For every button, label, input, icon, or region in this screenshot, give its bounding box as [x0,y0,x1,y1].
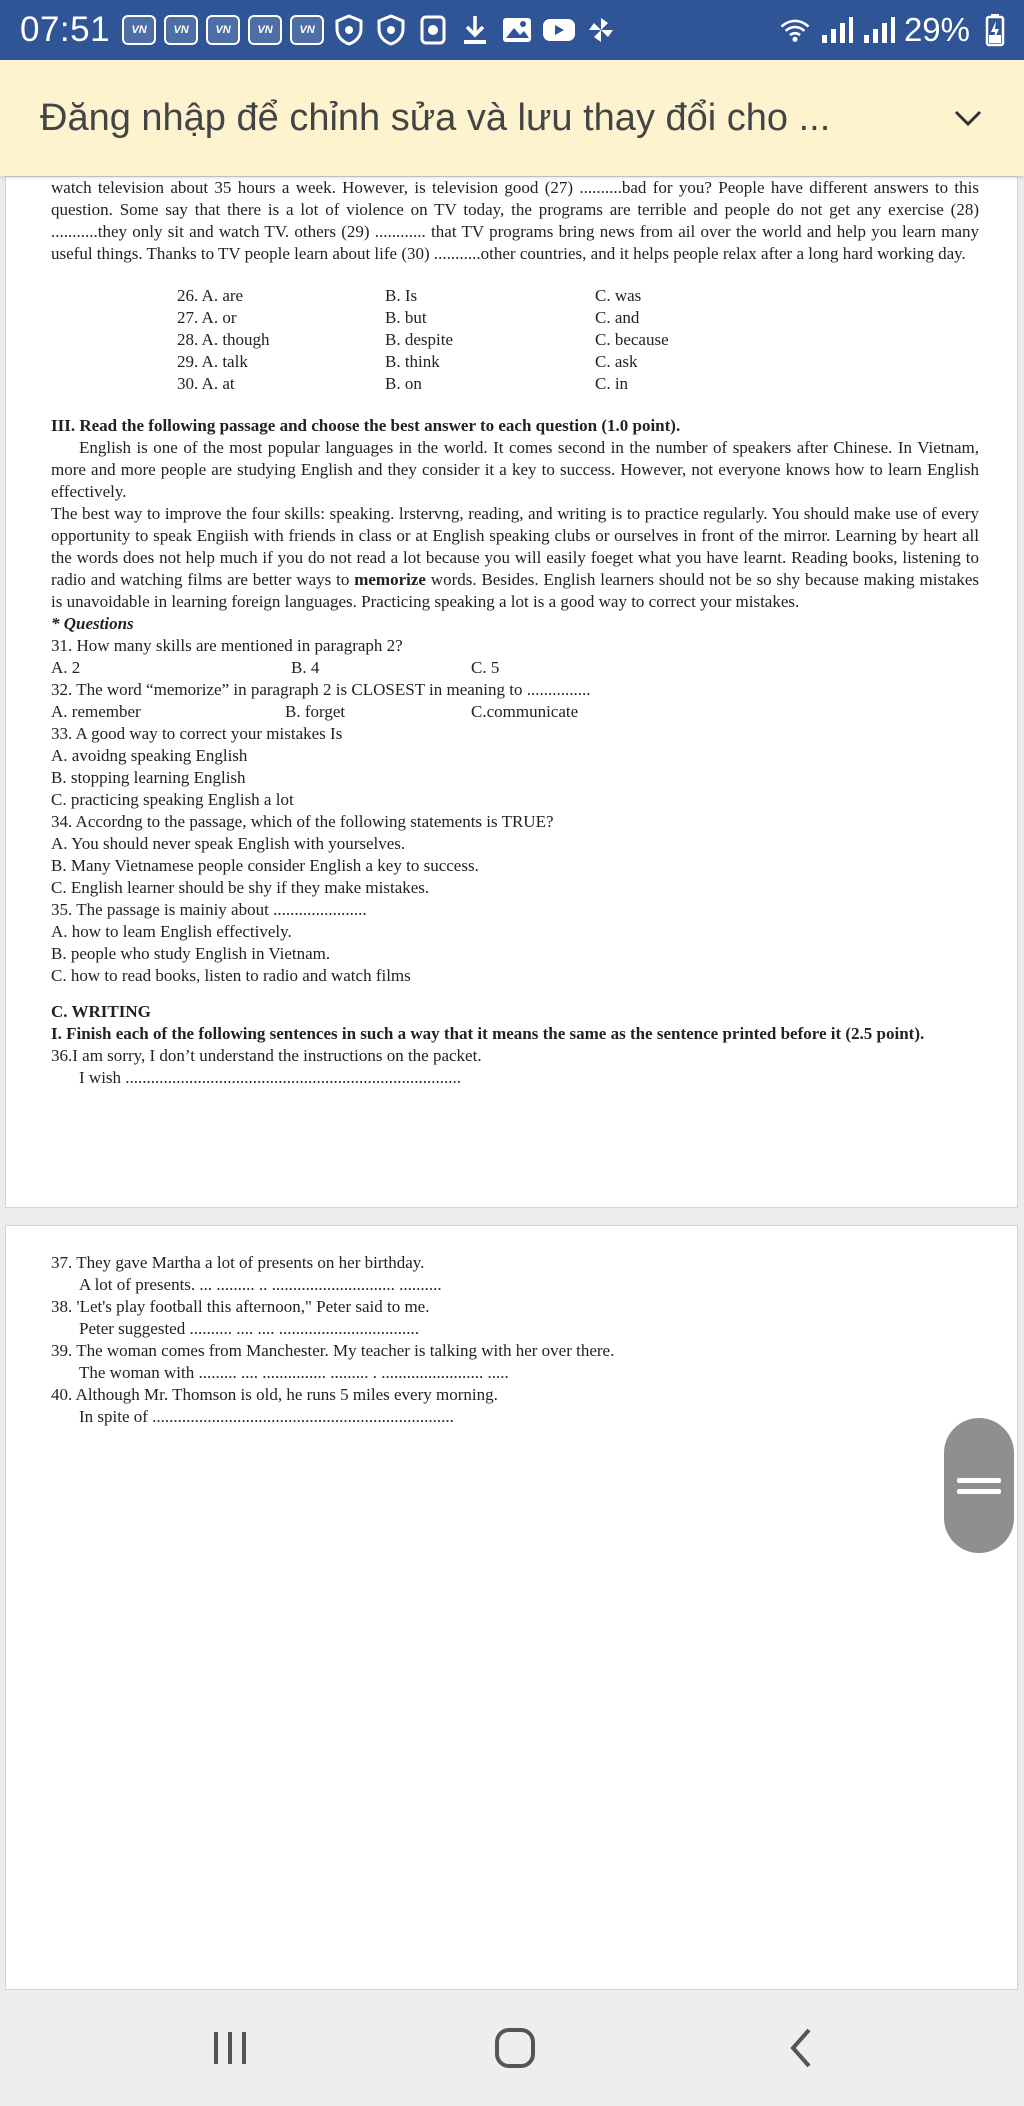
question-40-prompt: In spite of ....................................................................... [79,1407,454,1426]
answer-option: B. Many Vietnamese people consider English a key to success. [51,856,479,875]
option-c: C. because [595,330,669,349]
shield-icon [332,13,366,47]
answer-option: B. people who study English in Vietnam. [51,944,331,963]
option-a: 27. A. or [177,308,237,327]
answer-options-table [177,285,775,395]
option-b: B. 4 [291,658,320,677]
home-button[interactable] [475,2018,555,2078]
recent-apps-icon [210,2028,250,2068]
recent-apps-button[interactable] [190,2018,270,2078]
options-row [177,373,775,395]
answer-option: C. how to read books, listen to radio and watch films [51,966,411,985]
option-a: A. remember [51,702,141,721]
question-39-prompt: The woman with ......... .... ............... ......... . ........................ ..... [79,1363,509,1382]
writing-subheading: I. Finish each of the following sentences in such a way that it means the same as the sentence printed before it (2.5 point). [51,1024,925,1043]
option-b: B. but [385,308,427,327]
question-36: 36.I am sorry, I don’t understand the instructions on the packet. [51,1046,482,1065]
question-38-prompt: Peter suggested .......... .... .... ................................. [79,1319,419,1338]
options-row [177,307,775,329]
answer-option: A. You should never speak English with yourselves. [51,834,406,853]
scroll-handle[interactable] [944,1418,1014,1553]
answer-option: B. stopping learning English [51,768,246,787]
question-32: 32. The word “memorize” in paragraph 2 is CLOSEST in meaning to ............... [51,680,591,699]
drag-handle-icon [957,1471,1001,1501]
page-1-content [51,177,979,1089]
option-b: B. think [385,352,440,371]
question-39: 39. The woman comes from Manchester. My teacher is talking with her over there. [51,1341,615,1360]
option-a: 30. A. at [177,374,235,393]
option-b: B. despite [385,330,453,349]
notification-icons [122,13,618,47]
chevron-down-icon[interactable] [950,100,986,136]
record-icon [416,13,450,47]
option-a: 29. A. talk [177,352,248,371]
question-33: 33. A good way to correct your mistakes Is [51,724,343,743]
option-c: C. in [595,374,629,393]
option-c: C. ask [595,352,638,371]
question-34: 34. Accordng to the passage, which of the following statements is TRUE? [51,812,554,831]
wifi-icon [778,13,812,47]
system-indicators [778,11,1012,49]
writing-heading: C. WRITING [51,1002,151,1021]
option-c: C. 5 [471,658,500,677]
section-3-paragraph-1: English is one of the most popular languages in the world. It comes second in the number of speakers after Chinese. In Vietnam, more and more people are studying English and they consider it a key to success. However, not everyone knows how to learn English effectively. [51,438,979,501]
paragraph-text: words. Besides. English learners should not be so shy because making mistakes is unavoidable in learning foreign languages. Practicing speaking a lot is a good way to correct your mistakes. [51,570,979,611]
option-c: C. was [595,286,642,305]
vn-notification-icon: VN [290,15,324,45]
reading-passage-tv: watch television about 35 hours a week. However, is television good (27) ..........bad for you? People have different answers to this question. Some say that there is a lot of violence on TV today, the programs are terrible and people do not get any exercise (28) ...........they only sit and watch TV. others (29) ............ that TV programs bring news from ail over the world and help you learn many useful things. Thanks to TV people learn about life (30) ...........other countries, and it helps people relax after a long hard working day. [51,178,979,263]
questions-label: * Questions [51,614,134,633]
option-a: 28. A. though [177,330,270,349]
document-page-1 [5,176,1018,1208]
option-c: C.communicate [471,702,579,721]
image-icon [500,13,534,47]
question-32-options [51,701,979,723]
question-31: 31. How many skills are mentioned in paragraph 2? [51,636,403,655]
question-35: 35. The passage is mainiy about ...................... [51,900,367,919]
answer-option: A. avoidng speaking English [51,746,248,765]
answer-option: A. how to leam English effectively. [51,922,292,941]
options-row [177,351,775,373]
vn-notification-icon: VN [206,15,240,45]
download-icon [458,13,492,47]
navigation-bar [0,1990,1024,2106]
shield-icon [374,13,408,47]
options-row [177,285,775,307]
status-time: 07:51 [20,10,111,49]
option-b: B. Is [385,286,418,305]
question-40: 40. Although Mr. Thomson is old, he runs 5 miles every morning. [51,1385,498,1404]
question-37-prompt: A lot of presents. ... ......... .. ............................. .......... [79,1275,442,1294]
answer-option: C. practicing speaking English a lot [51,790,294,809]
bold-word: memorize [354,570,426,589]
signal-icon [820,13,854,47]
back-button[interactable] [760,2018,840,2078]
question-38: 38. 'Let's play football this afternoon," Peter said to me. [51,1297,430,1316]
sign-in-banner[interactable] [0,60,1024,176]
option-b: B. on [385,374,422,393]
vn-notification-icon: VN [122,15,156,45]
question-37: 37. They gave Martha a lot of presents on her birthday. [51,1253,425,1272]
document-page-2 [5,1225,1018,1990]
page-2-content [51,1252,979,1428]
battery-charging-icon [978,13,1012,47]
vn-notification-icon: VN [164,15,198,45]
options-row [177,329,775,351]
vn-notification-icon: VN [248,15,282,45]
option-a: A. 2 [51,658,81,677]
option-c: C. and [595,308,640,327]
back-icon [785,2026,815,2070]
youtube-icon [542,13,576,47]
option-a: 26. A. are [177,286,244,305]
answer-option: C. English learner should be shy if they make mistakes. [51,878,430,897]
section-3-paragraph-2 [51,503,979,613]
pinwheel-icon [584,13,618,47]
signal-icon [862,13,896,47]
battery-percentage: 29% [903,11,970,48]
status-bar [0,0,1024,60]
home-icon [493,2026,537,2070]
option-b: B. forget [285,702,346,721]
paragraph-text: The best way to improve the four skills: speaking. lrstervng, reading, and writing is to practice regularly. You should make use of every opportunity to speak Engiish with friends in class or at English speaking clubs or ourselves in front of the mirror. Learning by heart all the words does not help much if you do not read a lot because you will easily foeget what you have learnt. Reading books, listening to radio and watching films are better ways to [51,504,979,589]
sign-in-banner-text[interactable]: Đăng nhập để chỉnh sửa và lưu thay đổi cho ... [40,96,831,139]
section-3-heading: III. Read the following passage and choose the best answer to each question (1.0 point). [51,416,681,435]
question-36-prompt: I wish ............................................................................... [79,1068,462,1087]
question-31-options [51,657,979,679]
